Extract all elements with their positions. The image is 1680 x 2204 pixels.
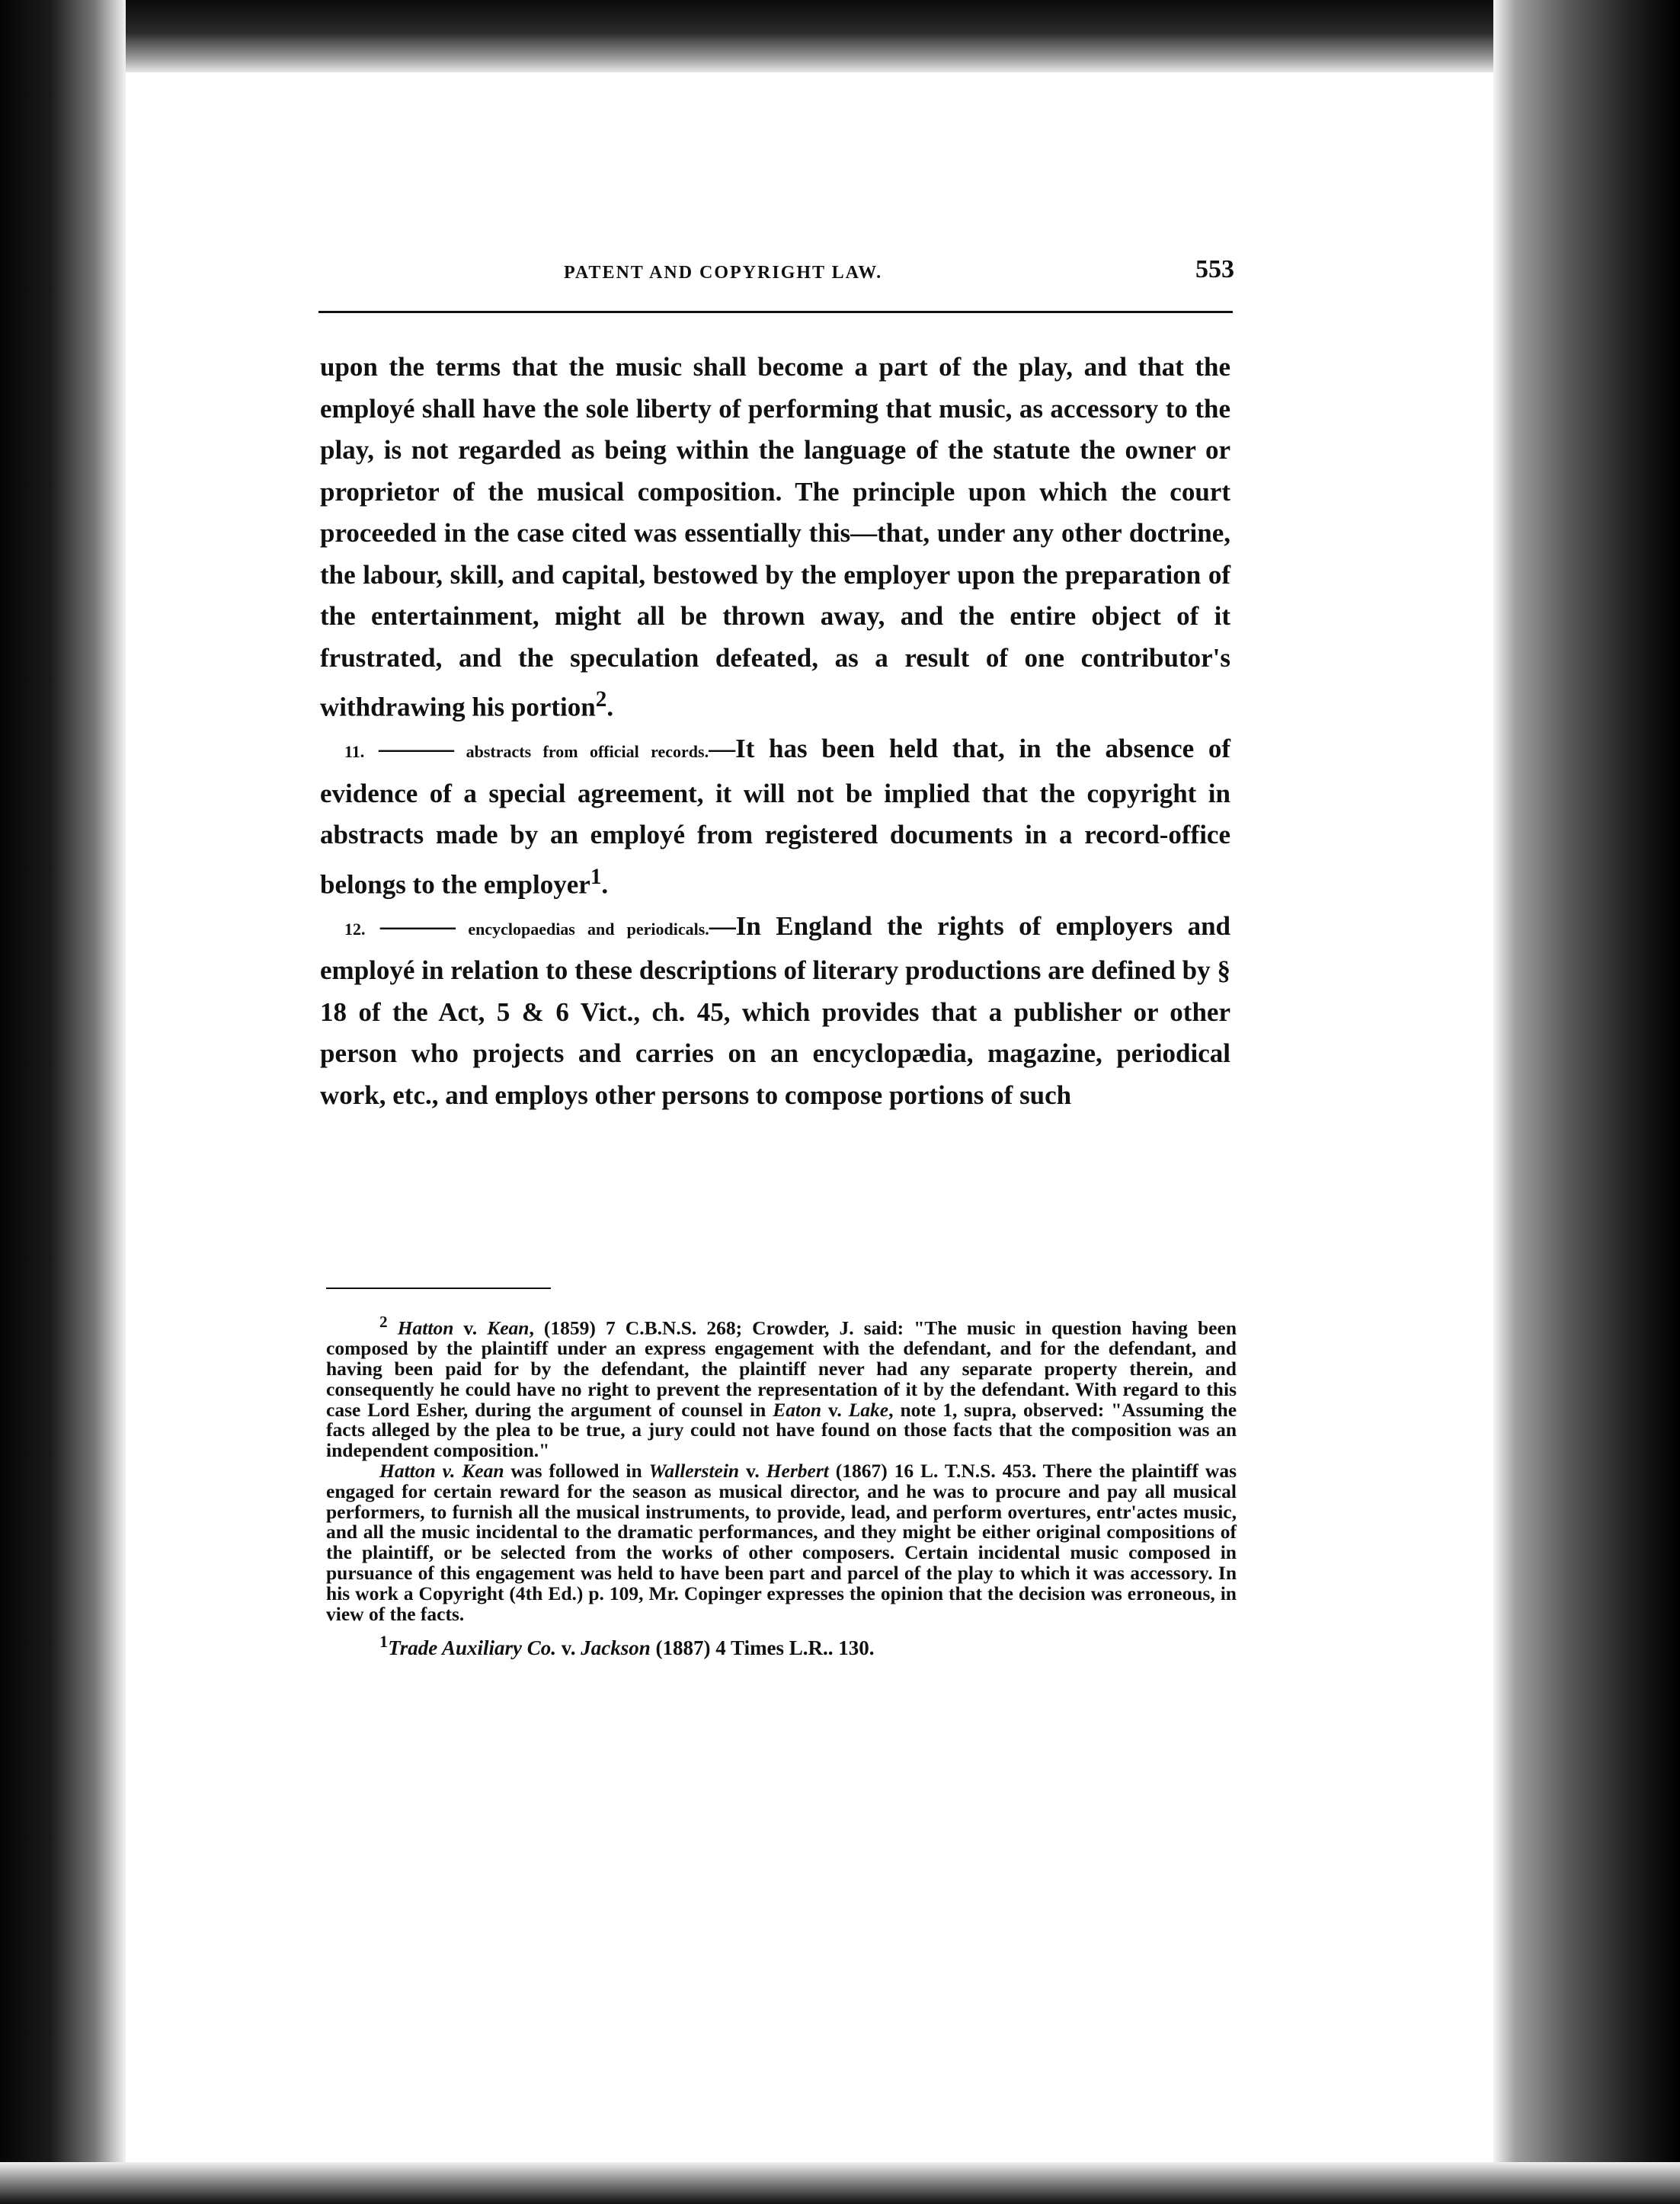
scan-border-bottom: [0, 2162, 1680, 2204]
case-name: Trade Auxiliary Co.: [388, 1636, 557, 1660]
case-name: Jackson: [581, 1636, 651, 1660]
case-v: v.: [821, 1398, 849, 1421]
case-name: Hatton v. Kean: [379, 1460, 504, 1483]
section-12: [320, 906, 1230, 1117]
footnote-marker: 1: [379, 1632, 389, 1652]
section-dash: ———: [378, 734, 452, 764]
paragraph-text: upon the terms that the music shall become a part of the play, and that the employé shall have the sole liberty of performing that music, as accessory to the play, is not regarded as being within the language of the statute the owner or proprietor of the musical composition. The principle upon which the court proceeded in the case cited was essentially this—that, under any other doctrine, the labour, skill, and capital, bestowed by the employer upon the preparation of the entertainment, might all be thrown away, and the entire object of it frustrated, and the speculation defeated, as a result of one contributor's withdrawing his portion: [320, 352, 1230, 722]
body-text: [320, 347, 1230, 1116]
footnote-ref: 1: [590, 864, 602, 889]
case-name: Herbert: [766, 1460, 829, 1483]
footnote-ref: 2: [595, 687, 607, 712]
section-dash: ———: [379, 910, 453, 941]
case-name: Lake: [848, 1398, 889, 1421]
section-title: abstracts from official records.: [466, 742, 709, 762]
page-header: [320, 255, 1234, 309]
scan-border-right: [1493, 0, 1680, 2204]
footnote-2: [326, 1312, 1237, 1461]
footnote-text: was followed in: [504, 1460, 649, 1483]
case-v: v.: [453, 1316, 488, 1339]
footnote-marker: 2: [379, 1313, 388, 1331]
case-v: v.: [739, 1460, 766, 1483]
case-name: Eaton: [773, 1398, 822, 1421]
footnote-text: , note 1, supra, observed: "Assuming the facts alleged by the plea to be true, a jury could not have found on those facts that the composition was an independent composition.": [326, 1398, 1237, 1462]
case-name: Wallerstein: [648, 1460, 740, 1483]
running-head: PATENT AND COPYRIGHT LAW.: [564, 263, 883, 283]
paragraph-end: .: [606, 692, 614, 722]
section-number: 12.: [344, 919, 366, 939]
page-number: 553: [1195, 255, 1234, 283]
footnote-text: (1887) 4 Times L.R.. 130.: [650, 1636, 875, 1660]
case-name: Hatton: [397, 1316, 454, 1339]
footnote-rule: [326, 1288, 551, 1289]
section-text: —It has been held that, in the absence of evidence of a special agreement, it will not be implied that the copyright in abstracts made by an employé from registered documents in a record-office belongs to the employer: [320, 734, 1231, 900]
section-number: 11.: [344, 742, 365, 762]
case-name: Kean: [487, 1316, 530, 1339]
paragraph: [320, 347, 1230, 728]
scan-border-top: [0, 0, 1680, 72]
footnote-text: (1867) 16 L. T.N.S. 453. There the plaintiff was engaged for certain reward for the season as musical director, and he was to procure and pay all musical performers, to furnish all the musical instruments, to provide, lead, and perform overtures, entr'actes music, and all the music incidental to the dramatic performances, and they might be either original compositions of the plaintiff, or be selected from the works of other composers. Certain incidental music composed in pursuance of this engagement was held to have been part and parcel of the play to which it was accessory. In his work a Copyright (4th Ed.) p. 109, Mr. Copinger expresses the opinion that the decision was erroneous, in view of the facts.: [326, 1460, 1237, 1625]
header-rule: [318, 311, 1233, 313]
section-end: .: [601, 869, 609, 900]
footnotes: [326, 1312, 1237, 1659]
footnote-text: , (1859) 7 C.B.N.S. 268; Crowder, J. said: "The music in question having been composed by the plaintiff under an express engagement with the defendant, and for the defendant, and having been paid for by the defendant, the plaintiff never had any separate property therein, and consequently he could have no right to prevent the representation of it by the defendant. With regard to this case Lord Esher, during the argument of counsel in: [326, 1316, 1237, 1421]
section-title: encyclopaedias and periodicals.: [468, 919, 709, 939]
footnote-2-continued: [326, 1461, 1237, 1624]
case-v: v.: [556, 1636, 581, 1660]
footnote-1: [326, 1632, 1237, 1659]
scan-border-left: [0, 0, 126, 2204]
section-11: [320, 728, 1230, 906]
section-text: —In England the rights of employers and employé in relation to these descriptions of literary productions are defined by § 18 of the Act, 5 & 6 Vict., ch. 45, which provides that a publisher or other person who projects and carries on an encyclopædia, magazine, periodical work, etc., and employs other persons to compose portions of such: [320, 910, 1231, 1110]
